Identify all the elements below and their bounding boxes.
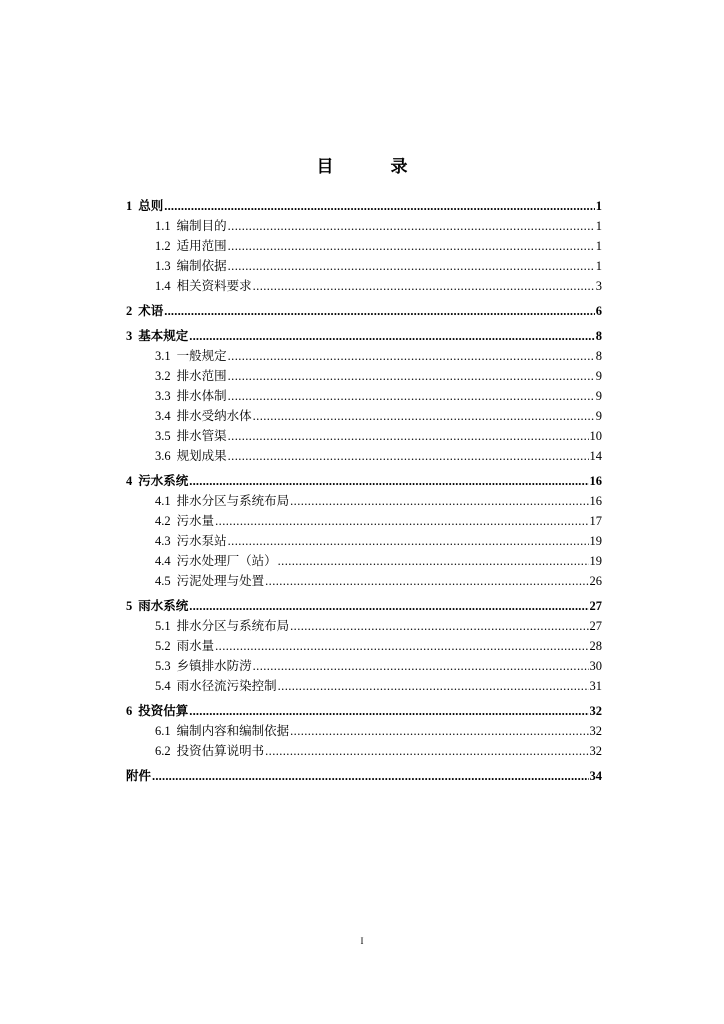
toc-entry-page: 17 <box>589 514 602 528</box>
toc-section-entry[interactable] <box>126 636 602 656</box>
toc-section-entry[interactable] <box>126 236 602 256</box>
toc-entry-number: 3.6 <box>155 449 171 463</box>
toc-entry-page: 10 <box>589 429 602 443</box>
toc-entry-number: 4.2 <box>155 514 171 528</box>
toc-entry-label: 一般规定 <box>176 349 227 363</box>
toc-dot-leader <box>265 741 588 761</box>
toc-entry-page: 19 <box>589 554 602 568</box>
toc-section-entry[interactable] <box>126 616 602 636</box>
toc-entry-page: 32 <box>589 704 602 718</box>
toc-entry-number: 6.2 <box>155 744 171 758</box>
toc-section-entry[interactable] <box>126 571 602 591</box>
toc-section-entry[interactable] <box>126 741 602 761</box>
toc-entry-label: 编制目的 <box>176 219 227 233</box>
toc-entry-label: 雨水径流污染控制 <box>176 679 277 693</box>
toc-entry-page: 1 <box>595 259 602 273</box>
toc-entry-label: 术语 <box>138 304 164 318</box>
toc-section-entry[interactable] <box>126 346 602 366</box>
toc-entry-page: 32 <box>589 724 602 738</box>
toc-entry-number: 3.4 <box>155 409 171 423</box>
toc-entry-number: 5 <box>126 599 133 613</box>
toc-entry-number: 4.3 <box>155 534 171 548</box>
toc-chapter-entry[interactable] <box>126 596 602 616</box>
toc-entry-page: 34 <box>589 769 602 783</box>
toc-entry-number: 3.1 <box>155 349 171 363</box>
toc-entry-label: 投资估算说明书 <box>176 744 265 758</box>
toc-dot-leader <box>164 301 594 321</box>
toc-entry-number: 5.2 <box>155 639 171 653</box>
toc-entry-number: 6 <box>126 704 133 718</box>
toc-entry-label: 投资估算 <box>138 704 189 718</box>
toc-section-entry[interactable] <box>126 426 602 446</box>
toc-entry-label: 污水泵站 <box>176 534 227 548</box>
toc-entry-number: 3.5 <box>155 429 171 443</box>
toc-dot-leader <box>265 571 588 591</box>
toc-entry-number: 5.1 <box>155 619 171 633</box>
toc-entry-number: 6.1 <box>155 724 171 738</box>
toc-chapter-entry[interactable] <box>126 471 602 491</box>
toc-entry-label: 污水系统 <box>138 474 189 488</box>
toc-entry-page: 8 <box>595 329 602 343</box>
toc-entry-page: 19 <box>589 534 602 548</box>
toc-dot-leader <box>228 256 595 276</box>
toc-dot-leader <box>290 616 588 636</box>
toc-dot-leader <box>189 471 588 491</box>
toc-entry-number: 1 <box>126 199 133 213</box>
toc-entry-page: 1 <box>595 199 602 213</box>
toc-entry-number: 4.5 <box>155 574 171 588</box>
toc-entry-number: 1.3 <box>155 259 171 273</box>
toc-dot-leader <box>228 446 589 466</box>
toc-entry-label: 附件 <box>126 769 152 783</box>
toc-entry-number: 4 <box>126 474 133 488</box>
toc-entry-page: 9 <box>595 389 602 403</box>
toc-section-entry[interactable] <box>126 216 602 236</box>
toc-entry-page: 26 <box>589 574 602 588</box>
toc-entry-number: 1.2 <box>155 239 171 253</box>
toc-entry-page: 28 <box>589 639 602 653</box>
toc-entry-page: 32 <box>589 744 602 758</box>
toc-entry-number: 1.1 <box>155 219 171 233</box>
toc-dot-leader <box>189 326 594 346</box>
toc-section-entry[interactable] <box>126 276 602 296</box>
toc-entry-label: 污泥处理与处置 <box>176 574 265 588</box>
toc-dot-leader <box>253 406 595 426</box>
toc-section-entry[interactable] <box>126 511 602 531</box>
toc-entry-label: 排水体制 <box>176 389 227 403</box>
toc-chapter-entry[interactable] <box>126 196 602 216</box>
toc-entry-label: 排水受纳水体 <box>176 409 252 423</box>
toc-dot-leader <box>228 426 589 446</box>
toc-entry-page: 16 <box>589 494 602 508</box>
toc-entry-number: 3 <box>126 329 133 343</box>
toc-chapter-entry[interactable] <box>126 326 602 346</box>
toc-entry-page: 14 <box>589 449 602 463</box>
toc-section-entry[interactable] <box>126 656 602 676</box>
toc-entry-label: 总则 <box>138 199 164 213</box>
toc-dot-leader <box>228 366 595 386</box>
toc-entry-label: 基本规定 <box>138 329 189 343</box>
toc-section-entry[interactable] <box>126 386 602 406</box>
toc-section-entry[interactable] <box>126 531 602 551</box>
toc-dot-leader <box>290 491 588 511</box>
toc-dot-leader <box>228 386 595 406</box>
toc-dot-leader <box>278 551 589 571</box>
toc-section-entry[interactable] <box>126 491 602 511</box>
toc-dot-leader <box>215 511 588 531</box>
toc-entry-label: 雨水系统 <box>138 599 189 613</box>
toc-entry-label: 排水分区与系统布局 <box>176 494 290 508</box>
toc-section-entry[interactable] <box>126 446 602 466</box>
toc-dot-leader <box>164 196 594 216</box>
toc-entry-page: 31 <box>589 679 602 693</box>
toc-dot-leader <box>253 276 595 296</box>
toc-entry-label: 排水管渠 <box>176 429 227 443</box>
toc-section-entry[interactable] <box>126 721 602 741</box>
toc-entry-page: 6 <box>595 304 602 318</box>
toc-section-entry[interactable] <box>126 256 602 276</box>
toc-section-entry[interactable] <box>126 676 602 696</box>
toc-entry-label: 雨水量 <box>176 639 215 653</box>
toc-entry-label: 污水处理厂（站） <box>176 554 277 568</box>
toc-dot-leader <box>189 701 588 721</box>
toc-section-entry[interactable] <box>126 551 602 571</box>
toc-entry-page: 9 <box>595 409 602 423</box>
toc-entry-label: 乡镇排水防涝 <box>176 659 252 673</box>
toc-entry-page: 1 <box>595 239 602 253</box>
toc-dot-leader <box>215 636 588 656</box>
toc-entry-label: 规划成果 <box>176 449 227 463</box>
toc-entry-number: 3.2 <box>155 369 171 383</box>
toc-entry-page: 27 <box>589 619 602 633</box>
toc-entry-number: 2 <box>126 304 133 318</box>
toc-entry-label: 编制内容和编制依据 <box>176 724 290 738</box>
page-title: 目 录 <box>316 157 428 176</box>
toc-chapter-entry[interactable] <box>126 766 602 786</box>
toc-dot-leader <box>253 656 589 676</box>
toc-dot-leader <box>189 596 588 616</box>
toc-dot-leader <box>152 766 588 786</box>
toc-entry-label: 污水量 <box>176 514 215 528</box>
toc-section-entry[interactable] <box>126 366 602 386</box>
table-of-contents <box>126 196 602 786</box>
toc-entry-page: 30 <box>589 659 602 673</box>
toc-entry-number: 5.4 <box>155 679 171 693</box>
toc-entry-page: 3 <box>595 279 602 293</box>
toc-entry-label: 相关资料要求 <box>176 279 252 293</box>
toc-entry-number: 5.3 <box>155 659 171 673</box>
toc-chapter-entry[interactable] <box>126 301 602 321</box>
toc-entry-label: 适用范围 <box>176 239 227 253</box>
page-number: I <box>360 936 364 946</box>
toc-entry-page: 9 <box>595 369 602 383</box>
toc-chapter-entry[interactable] <box>126 701 602 721</box>
toc-entry-page: 27 <box>589 599 602 613</box>
toc-dot-leader <box>228 236 595 256</box>
toc-dot-leader <box>228 531 589 551</box>
toc-entry-number: 4.1 <box>155 494 171 508</box>
toc-entry-label: 编制依据 <box>176 259 227 273</box>
toc-entry-label: 排水范围 <box>176 369 227 383</box>
toc-dot-leader <box>278 676 589 696</box>
toc-entry-label: 排水分区与系统布局 <box>176 619 290 633</box>
toc-entry-number: 3.3 <box>155 389 171 403</box>
toc-dot-leader <box>290 721 588 741</box>
toc-dot-leader <box>228 346 595 366</box>
toc-dot-leader <box>228 216 595 236</box>
toc-section-entry[interactable] <box>126 406 602 426</box>
toc-entry-page: 8 <box>595 349 602 363</box>
toc-entry-page: 1 <box>595 219 602 233</box>
toc-entry-page: 16 <box>589 474 602 488</box>
toc-entry-number: 1.4 <box>155 279 171 293</box>
toc-entry-number: 4.4 <box>155 554 171 568</box>
